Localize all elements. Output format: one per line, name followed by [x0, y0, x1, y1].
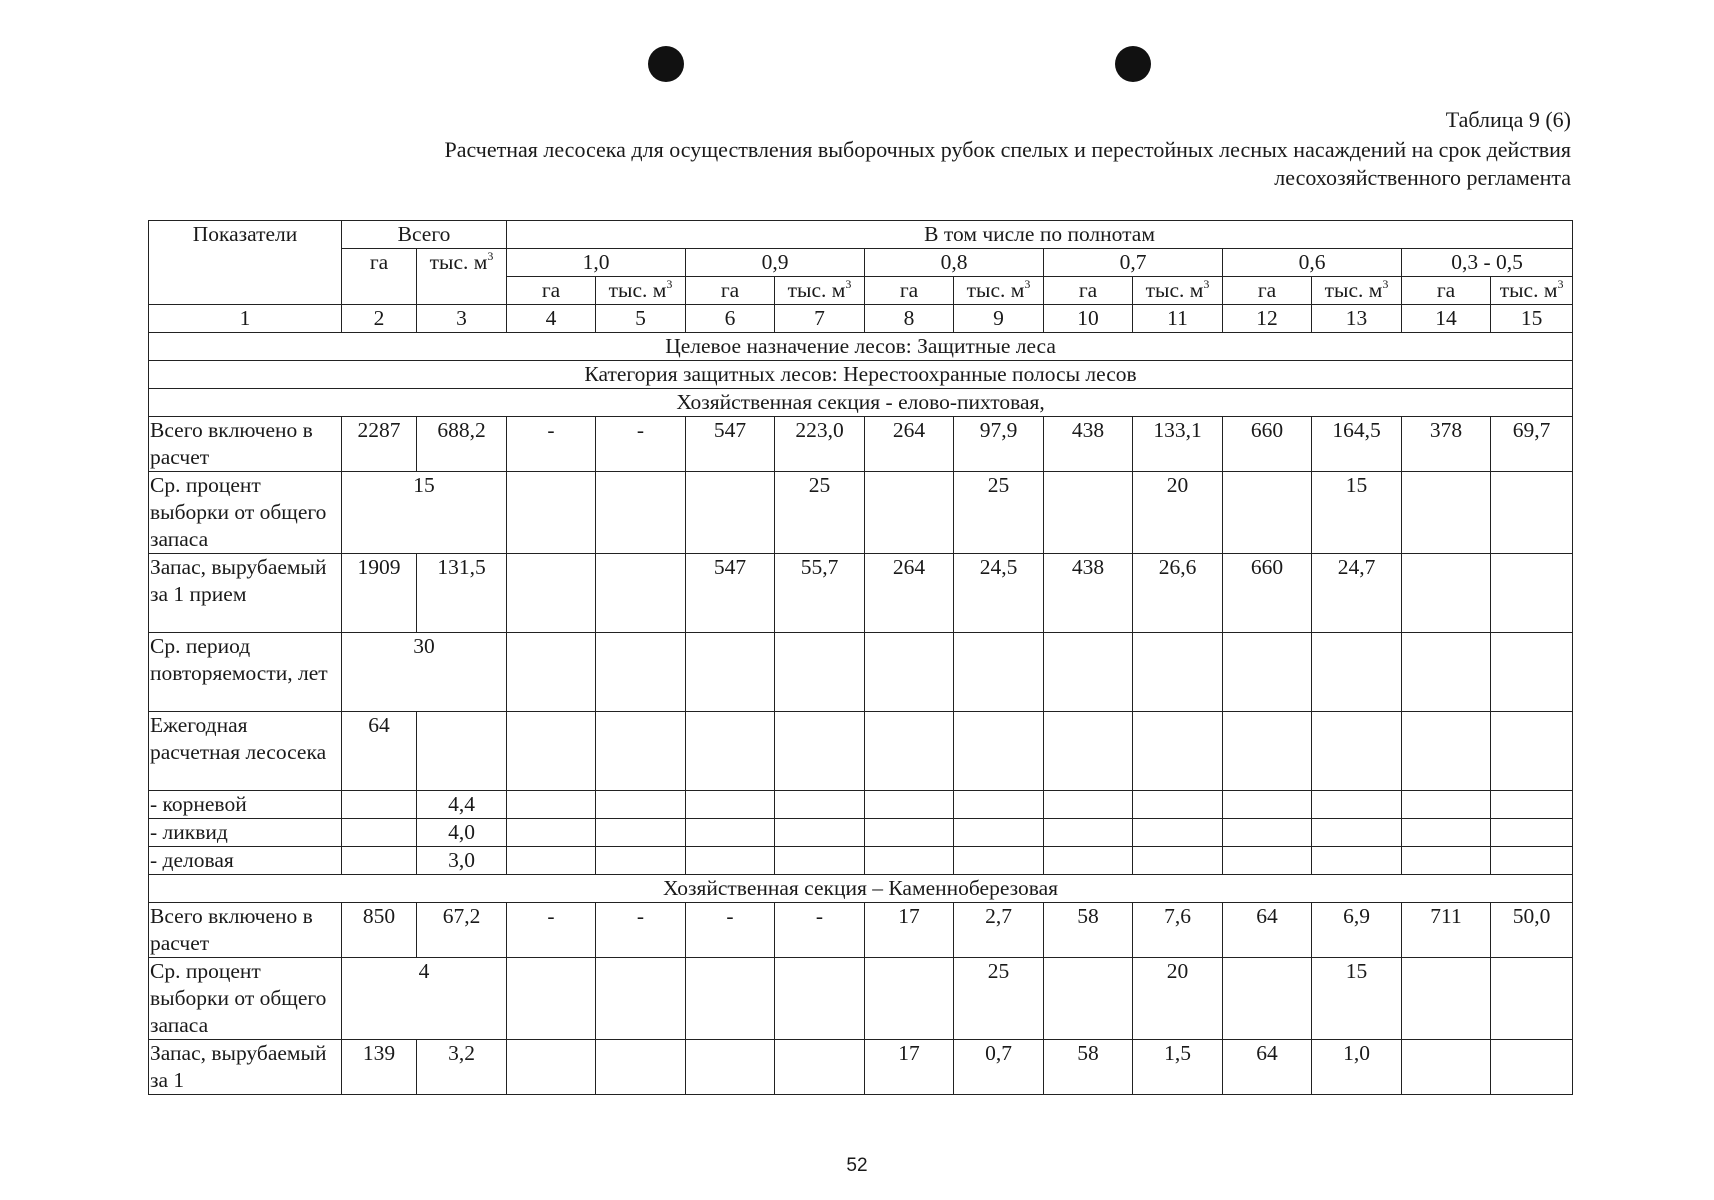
table-cell: 58: [1044, 903, 1133, 958]
table-label: Таблица 9 (6): [1445, 107, 1571, 132]
table-cell: [775, 819, 865, 847]
table-cell: [1044, 958, 1133, 1040]
table-cell: -: [507, 903, 596, 958]
column-number: 2: [342, 305, 417, 333]
row-label: Ср. период повторяемости, лет: [149, 633, 342, 712]
row-label: Запас, вырубаемый за 1 прием: [149, 554, 342, 633]
table-cell: [1133, 847, 1223, 875]
table-cell: [596, 712, 686, 791]
table-cell: 2287: [342, 417, 417, 472]
table-cell: 264: [865, 554, 954, 633]
punch-hole-left: [648, 46, 684, 82]
table-cell: 25: [954, 958, 1044, 1040]
table-cell: -: [596, 417, 686, 472]
table-cell: [1044, 633, 1133, 712]
table-cell: 2,7: [954, 903, 1044, 958]
table-cell: [775, 712, 865, 791]
table-cell: 97,9: [954, 417, 1044, 472]
table-cell: [865, 633, 954, 712]
table-cell: 547: [686, 417, 775, 472]
table-cell: [596, 791, 686, 819]
column-number: 14: [1402, 305, 1491, 333]
header-density-unit-ha: га: [507, 277, 596, 305]
table-cell: [775, 791, 865, 819]
table-cell: 17: [865, 1040, 954, 1095]
header-density-0: 1,0: [507, 249, 686, 277]
table-cell: [1223, 633, 1312, 712]
table-cell: [507, 554, 596, 633]
table-cell: [596, 1040, 686, 1095]
header-density-unit-ha: га: [686, 277, 775, 305]
table-cell: 438: [1044, 554, 1133, 633]
table-cell: 24,5: [954, 554, 1044, 633]
table-cell: [1491, 847, 1573, 875]
table-cell: [686, 1040, 775, 1095]
header-density-unit-ha: га: [865, 277, 954, 305]
table-cell: 55,7: [775, 554, 865, 633]
table-cell: [596, 633, 686, 712]
table-cell: [1223, 472, 1312, 554]
table-cell: [1402, 472, 1491, 554]
table-cell: 64: [342, 712, 417, 791]
table-cell: [686, 958, 775, 1040]
table-cell: 58: [1044, 1040, 1133, 1095]
table-cell: [775, 847, 865, 875]
table-cell: 67,2: [417, 903, 507, 958]
table-cell: 223,0: [775, 417, 865, 472]
table-cell: 69,7: [1491, 417, 1573, 472]
table-cell: [1402, 1040, 1491, 1095]
header-density-unit-ha: га: [1223, 277, 1312, 305]
row-label: - ликвид: [149, 819, 342, 847]
column-number: 15: [1491, 305, 1573, 333]
table-cell: 24,7: [1312, 554, 1402, 633]
unit-volume-label: тыс. м: [1324, 278, 1383, 302]
table-cell: [1312, 633, 1402, 712]
header-density-5: 0,3 - 0,5: [1402, 249, 1573, 277]
table-cell: [686, 633, 775, 712]
table-cell: [417, 712, 507, 791]
unit-volume-sup: 3: [1203, 277, 1210, 291]
column-number: 4: [507, 305, 596, 333]
table-cell: 1,5: [1133, 1040, 1223, 1095]
unit-volume-sup: 3: [1024, 277, 1031, 291]
table-cell: [1044, 791, 1133, 819]
table-cell: 547: [686, 554, 775, 633]
table-cell: [596, 554, 686, 633]
table-cell: 3,0: [417, 847, 507, 875]
table-cell: [775, 1040, 865, 1095]
row-label: Запас, вырубаемый за 1: [149, 1040, 342, 1095]
table-cell: [1312, 712, 1402, 791]
header-density-unit-ha: га: [1044, 277, 1133, 305]
table-cell: -: [686, 903, 775, 958]
table-cell: [507, 819, 596, 847]
section-title: Хозяйственная секция - елово-пихтовая,: [149, 389, 1573, 417]
unit-volume-sup: 3: [1382, 277, 1389, 291]
column-number: 7: [775, 305, 865, 333]
unit-volume-label: тыс. м: [1499, 278, 1558, 302]
column-number: 10: [1044, 305, 1133, 333]
table-cell: [686, 791, 775, 819]
table-cell: [865, 958, 954, 1040]
table-cell: [954, 791, 1044, 819]
header-density-2: 0,8: [865, 249, 1044, 277]
table-cell: [954, 819, 1044, 847]
table-cell: [1044, 847, 1133, 875]
table-cell: 15: [1312, 958, 1402, 1040]
table-cell: -: [507, 417, 596, 472]
row-label: Ср. процент выборки от общего запаса: [149, 958, 342, 1040]
row-label: Всего включено в расчет: [149, 903, 342, 958]
table-cell: [686, 819, 775, 847]
table-cell: [954, 633, 1044, 712]
table-cell: [1044, 472, 1133, 554]
table-cell: [1223, 847, 1312, 875]
table-cell: 50,0: [1491, 903, 1573, 958]
table-cell: [1312, 847, 1402, 875]
unit-volume-sup: 3: [1557, 277, 1564, 291]
table-cell: 131,5: [417, 554, 507, 633]
table-cell: [865, 472, 954, 554]
table-cell: 3,2: [417, 1040, 507, 1095]
table-cell: [1491, 791, 1573, 819]
table-cell: [507, 791, 596, 819]
table-cell: [1491, 554, 1573, 633]
table-cell: [1223, 819, 1312, 847]
table-cell: [1402, 791, 1491, 819]
table-cell: [865, 712, 954, 791]
page-number: 52: [846, 1155, 868, 1176]
header-density-unit-volume: [1491, 277, 1573, 305]
column-number: 11: [1133, 305, 1223, 333]
unit-volume-label: тыс. м: [608, 278, 667, 302]
table-cell: 264: [865, 417, 954, 472]
table-cell: 660: [1223, 554, 1312, 633]
table-cell: [1402, 633, 1491, 712]
column-number: 9: [954, 305, 1044, 333]
header-density-unit-volume: [1133, 277, 1223, 305]
row-label: Всего включено в расчет: [149, 417, 342, 472]
column-number: 3: [417, 305, 507, 333]
header-density-4: 0,6: [1223, 249, 1402, 277]
table-cell: -: [775, 903, 865, 958]
column-number: 6: [686, 305, 775, 333]
table-cell: [1312, 791, 1402, 819]
document-title: Расчетная лесосека для осуществления выборочных рубок спелых и перестойных лесных насаждений на срок действия лесохозяйственного регламента: [444, 137, 1571, 190]
table-cell: [865, 819, 954, 847]
table-cell: [507, 847, 596, 875]
row-label: - корневой: [149, 791, 342, 819]
table-cell: 4,4: [417, 791, 507, 819]
table-cell: 133,1: [1133, 417, 1223, 472]
header-density-1: 0,9: [686, 249, 865, 277]
table-cell: [1133, 791, 1223, 819]
row-total-merged: 30: [342, 633, 507, 712]
table-cell: 438: [1044, 417, 1133, 472]
table-cell: [865, 791, 954, 819]
unit-volume-sup: 3: [845, 277, 852, 291]
table-cell: 25: [954, 472, 1044, 554]
table-cell: [342, 847, 417, 875]
table-cell: [596, 472, 686, 554]
row-label: Ежегодная расчетная лесосека: [149, 712, 342, 791]
header-density-unit-ha: га: [1402, 277, 1491, 305]
table-cell: 20: [1133, 472, 1223, 554]
unit-volume-sup: 3: [487, 249, 494, 263]
column-number: 5: [596, 305, 686, 333]
table-cell: 1909: [342, 554, 417, 633]
table-cell: [865, 847, 954, 875]
table-cell: [686, 472, 775, 554]
column-number: 13: [1312, 305, 1402, 333]
table-cell: [1223, 791, 1312, 819]
table-cell: [1402, 554, 1491, 633]
header-by-density: В том числе по полнотам: [507, 221, 1573, 249]
table-cell: 15: [1312, 472, 1402, 554]
row-label: Ср. процент выборки от общего запаса: [149, 472, 342, 554]
table-cell: [686, 847, 775, 875]
table-cell: [1491, 819, 1573, 847]
table-cell: [1133, 633, 1223, 712]
table-cell: [596, 847, 686, 875]
table-cell: [1402, 958, 1491, 1040]
table-cell: [954, 712, 1044, 791]
unit-volume-label: тыс. м: [787, 278, 846, 302]
column-number: 1: [149, 305, 342, 333]
table-cell: [1044, 819, 1133, 847]
table-cell: [507, 958, 596, 1040]
table-cell: 850: [342, 903, 417, 958]
table-cell: 139: [342, 1040, 417, 1095]
table-cell: [1402, 847, 1491, 875]
header-density-unit-volume: [1312, 277, 1402, 305]
header-unit-volume: [417, 249, 507, 305]
table-cell: 711: [1402, 903, 1491, 958]
table-cell: 688,2: [417, 417, 507, 472]
row-total-merged: 15: [342, 472, 507, 554]
table-cell: 20: [1133, 958, 1223, 1040]
table-cell: [342, 791, 417, 819]
unit-volume-label: тыс. м: [1145, 278, 1204, 302]
header-density-3: 0,7: [1044, 249, 1223, 277]
table-cell: [1223, 712, 1312, 791]
table-cell: 64: [1223, 1040, 1312, 1095]
column-number: 8: [865, 305, 954, 333]
unit-volume-sup: 3: [666, 277, 673, 291]
table-cell: 25: [775, 472, 865, 554]
table-cell: [686, 712, 775, 791]
header-indicators: Показатели: [149, 221, 342, 305]
header-density-unit-volume: [954, 277, 1044, 305]
unit-volume-label: тыс. м: [429, 250, 488, 274]
header-density-unit-volume: [775, 277, 865, 305]
row-total-merged: 4: [342, 958, 507, 1040]
table-cell: [1491, 958, 1573, 1040]
row-label: - деловая: [149, 847, 342, 875]
header-total: Всего: [342, 221, 507, 249]
table-cell: [775, 633, 865, 712]
column-number: 12: [1223, 305, 1312, 333]
table-cell: -: [596, 903, 686, 958]
table-cell: [596, 819, 686, 847]
table-cell: [342, 819, 417, 847]
header-unit-ha: га: [342, 249, 417, 305]
table-cell: 7,6: [1133, 903, 1223, 958]
punch-hole-right: [1115, 46, 1151, 82]
table-cell: 1,0: [1312, 1040, 1402, 1095]
table-cell: [1402, 819, 1491, 847]
table-cell: [507, 633, 596, 712]
allowable-cut-table: [148, 220, 1573, 1095]
table-cell: [1402, 712, 1491, 791]
table-cell: [1491, 472, 1573, 554]
table-cell: 4,0: [417, 819, 507, 847]
table-cell: [1491, 712, 1573, 791]
table-cell: [954, 847, 1044, 875]
section-title: Хозяйственная секция – Каменноберезовая: [149, 875, 1573, 903]
table-cell: 0,7: [954, 1040, 1044, 1095]
unit-volume-label: тыс. м: [966, 278, 1025, 302]
purpose-row: Целевое назначение лесов: Защитные леса: [149, 333, 1573, 361]
table-cell: [1133, 712, 1223, 791]
table-cell: 164,5: [1312, 417, 1402, 472]
header-density-unit-volume: [596, 277, 686, 305]
table-cell: [775, 958, 865, 1040]
table-cell: [1133, 819, 1223, 847]
table-cell: 378: [1402, 417, 1491, 472]
table-cell: 660: [1223, 417, 1312, 472]
table-cell: 17: [865, 903, 954, 958]
table-cell: [1491, 1040, 1573, 1095]
table-cell: 64: [1223, 903, 1312, 958]
table-cell: [1044, 712, 1133, 791]
table-cell: 6,9: [1312, 903, 1402, 958]
table-cell: [1491, 633, 1573, 712]
table-cell: [596, 958, 686, 1040]
table-cell: [507, 712, 596, 791]
category-row: Категория защитных лесов: Нерестоохранные полосы лесов: [149, 361, 1573, 389]
table-cell: 26,6: [1133, 554, 1223, 633]
table-cell: [1223, 958, 1312, 1040]
table-cell: [507, 1040, 596, 1095]
table-cell: [507, 472, 596, 554]
table-cell: [1312, 819, 1402, 847]
